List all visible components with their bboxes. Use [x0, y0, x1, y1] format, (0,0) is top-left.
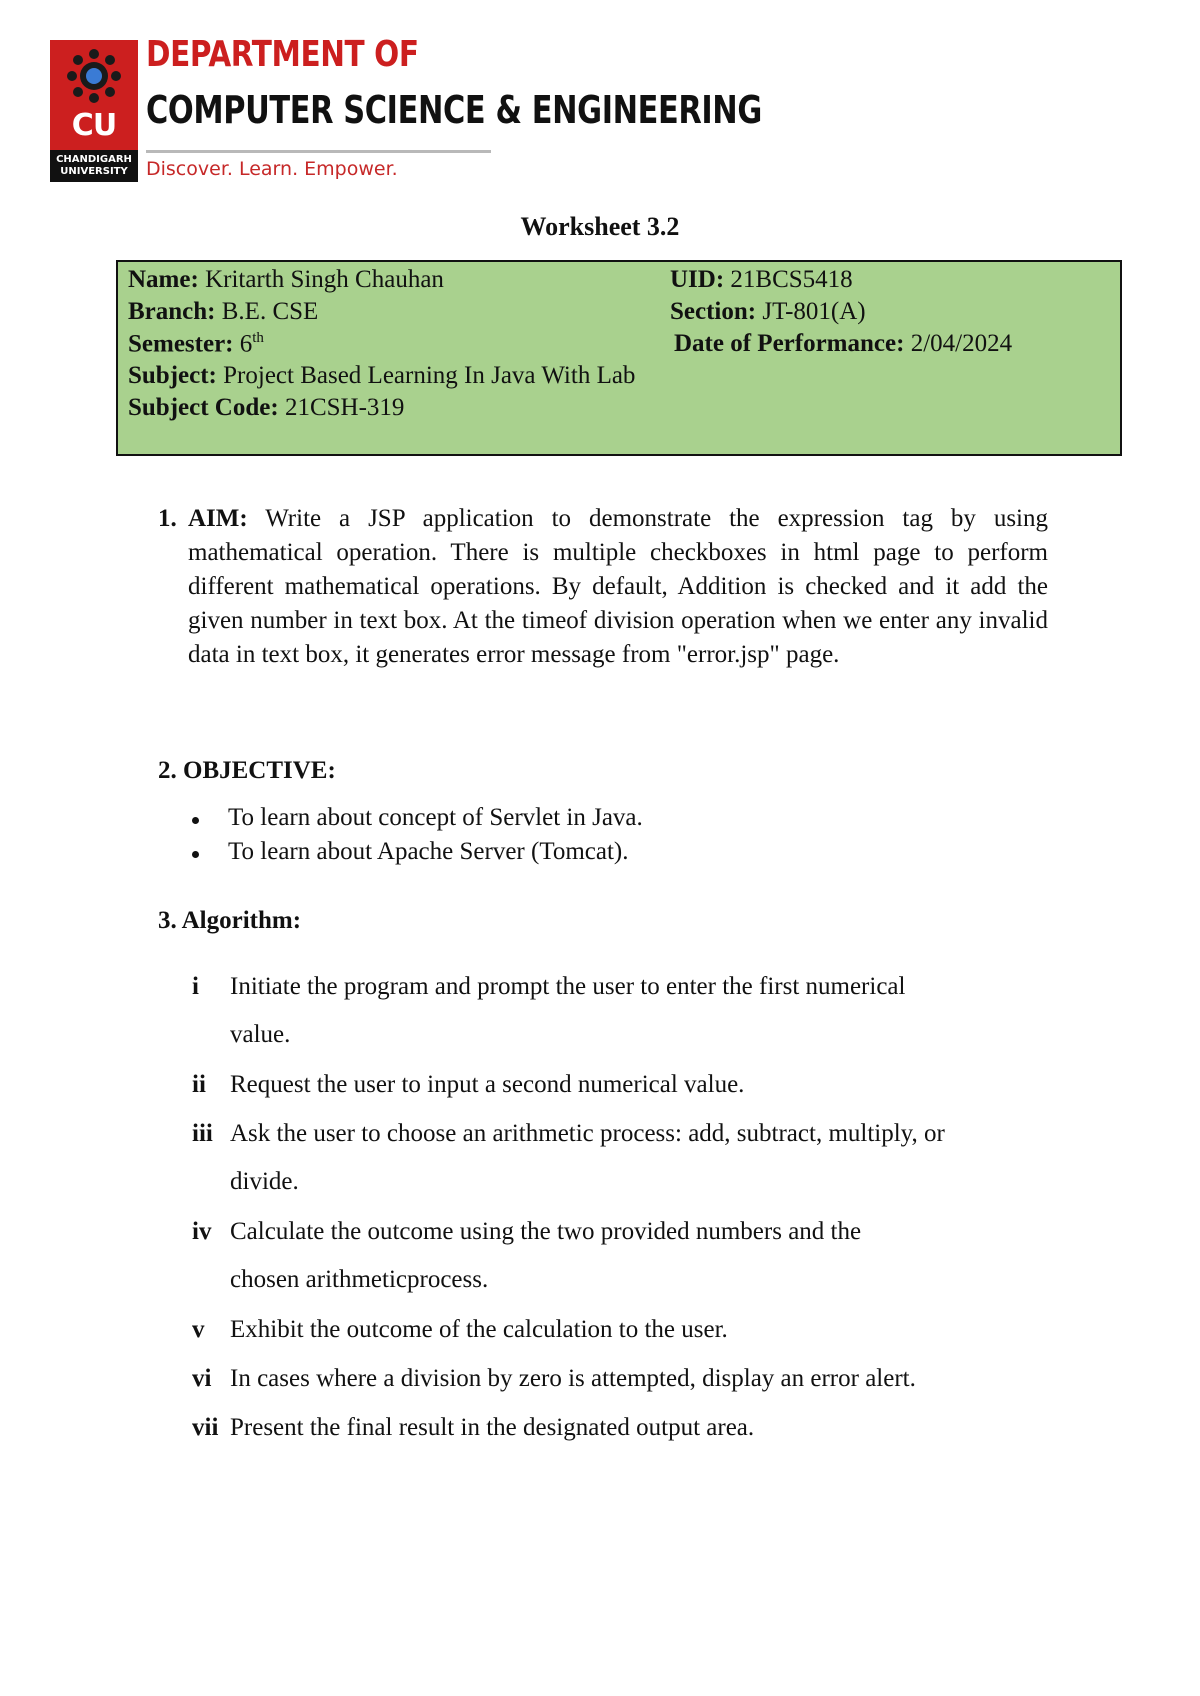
- gear-emblem-icon: [64, 46, 124, 106]
- semester-suffix: th: [252, 330, 264, 346]
- aim-label: AIM:: [188, 505, 248, 532]
- logo-subtext: CHANDIGARH UNIVERSITY: [50, 150, 138, 182]
- semester-value: 6: [233, 330, 253, 358]
- subject-value: Project Based Learning In Java With Lab: [216, 362, 636, 389]
- section-field: [670, 298, 866, 326]
- worksheet-title: Worksheet 3.2: [520, 212, 680, 241]
- step-number: ii: [192, 1071, 206, 1098]
- section-label: Section:: [670, 298, 757, 325]
- dop-label: Date of Performance:: [674, 330, 905, 357]
- header-divider: [146, 150, 491, 153]
- step-number: iii: [192, 1120, 213, 1147]
- step-number: vii: [192, 1414, 219, 1441]
- name-field: [128, 266, 444, 294]
- step-text: Initiate the program and prompt the user to enter the first numerical: [230, 973, 906, 1000]
- branch-field: [128, 298, 318, 326]
- department-title-line2: COMPUTER SCIENCE & ENGINEERING: [146, 88, 762, 132]
- subject-code-value: 21CSH-319: [278, 394, 405, 421]
- step-text-continued: divide.: [230, 1168, 299, 1195]
- bullet-icon: [192, 817, 199, 824]
- step-number: v: [192, 1316, 205, 1343]
- aim-section: [158, 502, 1048, 672]
- step-number: vi: [192, 1365, 212, 1392]
- tagline: Discover. Learn. Empower.: [146, 158, 398, 180]
- branch-label: Branch:: [128, 298, 216, 325]
- section-value: JT-801(A): [756, 298, 866, 325]
- step-number: i: [192, 973, 199, 1000]
- step-text: Calculate the outcome using the two provided numbers and the: [230, 1218, 862, 1245]
- logo-text: CU: [71, 108, 117, 143]
- aim-number: 1.: [158, 505, 177, 532]
- step-text: Request the user to input a second numerical value.: [230, 1071, 745, 1098]
- university-logo: [50, 40, 138, 182]
- logo-red-block: [50, 40, 138, 150]
- algorithm-heading: 3. Algorithm:: [158, 907, 302, 934]
- step-text: Present the final result in the designated output area.: [230, 1414, 755, 1441]
- name-value: Kritarth Singh Chauhan: [198, 266, 444, 293]
- branch-value: B.E. CSE: [215, 298, 319, 325]
- objective-item-text: To learn about Apache Server (Tomcat).: [228, 838, 629, 865]
- semester-field: [128, 330, 264, 358]
- subject-code-field: [128, 394, 404, 422]
- uid-field: [670, 266, 853, 294]
- bullet-icon: [192, 851, 199, 858]
- step-text-continued: chosen arithmeticprocess.: [230, 1266, 489, 1293]
- aim-text: Write a JSP application to demonstrate the expression tag by using mathematical operation. There is multiple checkboxes in html page to perform different mathematical operations. By default, Addition is checked and it add the given number in text box. At the timeof division operation when we enter any invalid data in text box, it generates error message from "error.jsp" page.: [188, 505, 1048, 668]
- step-text: Exhibit the outcome of the calculation to the user.: [230, 1316, 728, 1343]
- step-text-continued: value.: [230, 1021, 291, 1048]
- step-text: In cases where a division by zero is attempted, display an error alert.: [230, 1365, 916, 1392]
- uid-label: UID:: [670, 266, 725, 293]
- subject-code-label: Subject Code:: [128, 394, 279, 421]
- department-title-line1: DEPARTMENT OF: [146, 34, 419, 75]
- subject-field: [128, 362, 635, 390]
- dop-value: 2/04/2024: [904, 330, 1013, 357]
- semester-label: Semester:: [128, 330, 234, 358]
- subject-label: Subject:: [128, 362, 217, 389]
- uid-value: 21BCS5418: [724, 266, 853, 293]
- aim-text-block: [188, 502, 1048, 672]
- objective-item-text: To learn about concept of Servlet in Java.: [228, 804, 643, 831]
- student-info-box: [116, 260, 1122, 456]
- name-label: Name:: [128, 266, 199, 293]
- objective-heading: 2. OBJECTIVE:: [158, 757, 336, 784]
- date-of-performance-field: [674, 330, 1012, 358]
- step-number: iv: [192, 1218, 212, 1245]
- step-text: Ask the user to choose an arithmetic process: add, subtract, multiply, or: [230, 1120, 945, 1147]
